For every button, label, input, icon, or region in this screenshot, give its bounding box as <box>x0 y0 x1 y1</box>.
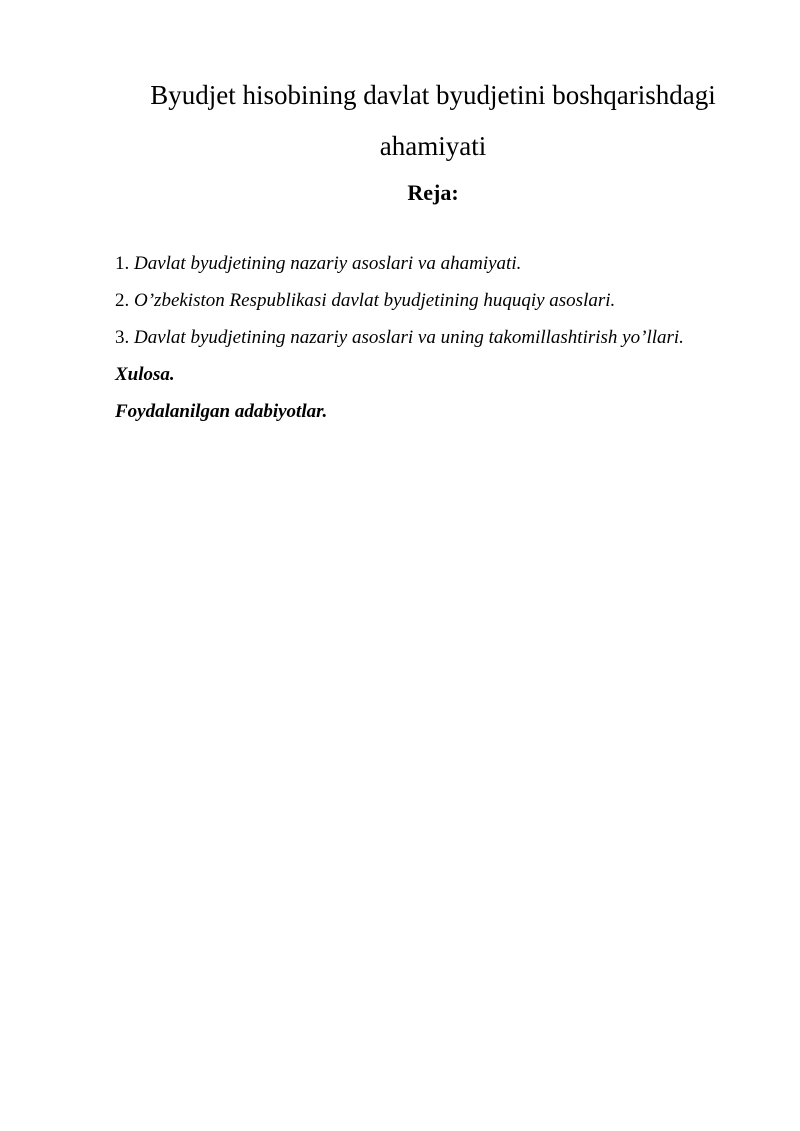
plan-item-conclusion: Xulosa. <box>115 364 175 385</box>
plan-heading: Reja: <box>407 180 459 205</box>
document-title-line-2: ahamiyati <box>379 131 487 161</box>
plan-item-1 <box>115 252 775 289</box>
plan-item-text: O’zbekiston Respublikasi davlat byudjetining huquqiy asoslari. <box>134 290 616 311</box>
plan-item-text: Davlat byudjetining nazariy asoslari va ahamiyati. <box>134 253 522 274</box>
plan-item-references: Foydalanilgan adabiyotlar. <box>115 401 328 422</box>
document-title-line-1: Byudjet hisobining davlat byudjetini boshqarishdagi <box>150 80 716 110</box>
plan-item-number: 3. <box>115 327 130 348</box>
plan-item-2 <box>115 289 775 326</box>
plan-item-3 <box>115 326 775 363</box>
plan-item-number: 1. <box>115 253 130 274</box>
plan-list <box>115 252 775 437</box>
plan-item-number: 2. <box>115 290 130 311</box>
plan-item-text: Davlat byudjetining nazariy asoslari va uning takomillashtirish yo’llari. <box>134 327 684 348</box>
